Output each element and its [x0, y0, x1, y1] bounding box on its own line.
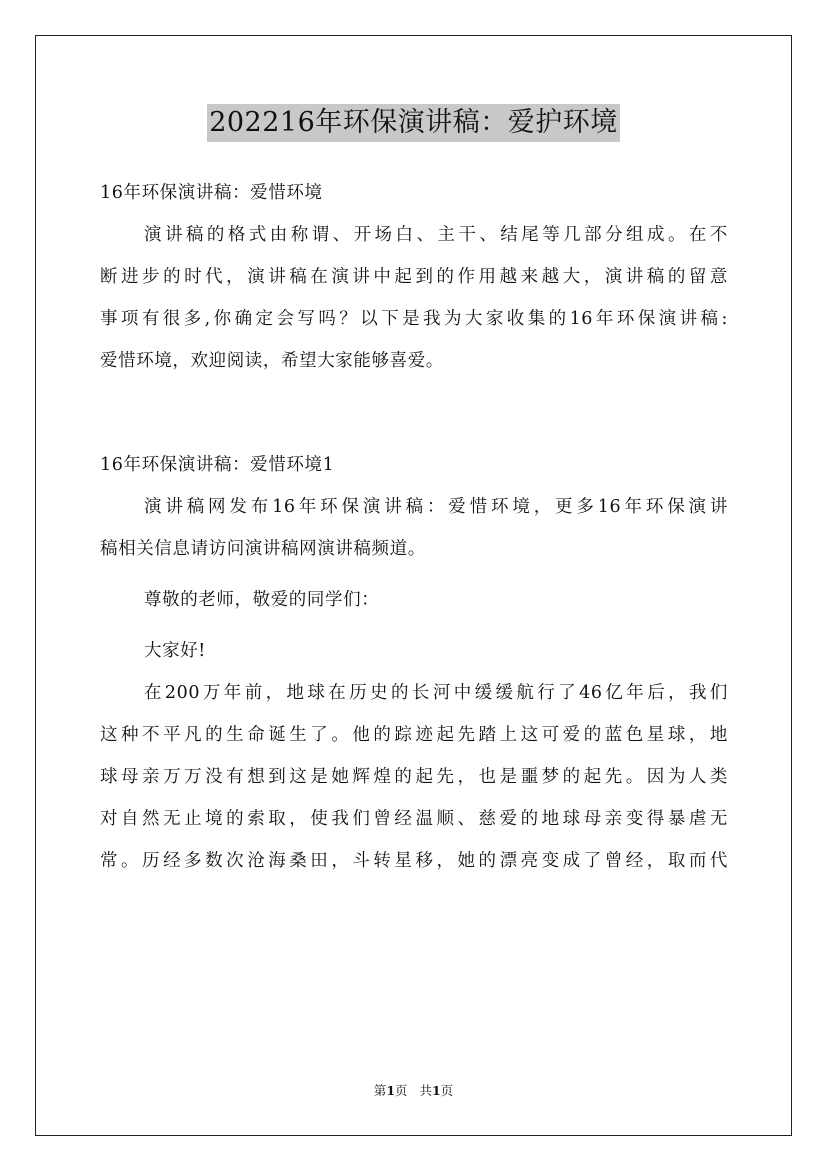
total-pages: 1: [431, 1083, 441, 1098]
salutation: 尊敬的老师，敬爱的同学们：: [144, 590, 380, 610]
greeting: 大家好!: [144, 641, 206, 661]
page-suffix: 页: [395, 1083, 408, 1098]
document-body: [100, 172, 728, 882]
publish-paragraph: [100, 486, 728, 570]
paragraph-line: 断进步的时代，演讲稿在演讲中起到的作用越来越大，演讲稿的留意: [100, 267, 728, 287]
paragraph-line: 爱惜环境，欢迎阅读，希望大家能够喜爱。: [100, 351, 444, 371]
total-suffix: 页: [440, 1083, 454, 1098]
page-number: 1: [386, 1083, 396, 1098]
paragraph-line: 对自然无止境的索取，使我们曾经温顺、慈爱的地球母亲变得暴虐无: [100, 809, 728, 829]
paragraph-line: 球母亲万万没有想到这是她辉煌的起先，也是噩梦的起先。因为人类: [100, 767, 728, 787]
page-prefix: 第: [373, 1083, 387, 1098]
paragraph-line: 在200万年前，地球在历史的长河中缓缓航行了46亿年后，我们: [144, 683, 728, 703]
title-container: [0, 104, 827, 142]
intro-paragraph: [100, 214, 728, 382]
section-heading: 16年环保演讲稿：爱惜环境1: [100, 455, 335, 475]
total-prefix: 共: [419, 1083, 432, 1098]
page-footer: [0, 1083, 827, 1099]
body-paragraph: [100, 672, 728, 882]
paragraph-line: 演讲稿网发布16年环保演讲稿：爱惜环境，更多16年环保演讲: [144, 497, 728, 517]
paragraph-line: 稿相关信息请访问演讲稿网演讲稿频道。: [100, 539, 426, 559]
paragraph-line: 这种不平凡的生命诞生了。他的踪迹起先踏上这可爱的蓝色星球，地: [100, 725, 728, 745]
paragraph-line: 常。历经多数次沧海桑田，斗转星移，她的漂亮变成了曾经，取而代: [100, 851, 728, 871]
paragraph-line: 事项有很多,你确定会写吗？以下是我为大家收集的16年环保演讲稿:: [100, 309, 728, 329]
section-heading: 16年环保演讲稿：爱惜环境: [100, 183, 323, 203]
paragraph-line: 演讲稿的格式由称谓、开场白、主干、结尾等几部分组成。在不: [144, 225, 728, 245]
document-title: 202216年环保演讲稿：爱护环境: [207, 104, 620, 142]
